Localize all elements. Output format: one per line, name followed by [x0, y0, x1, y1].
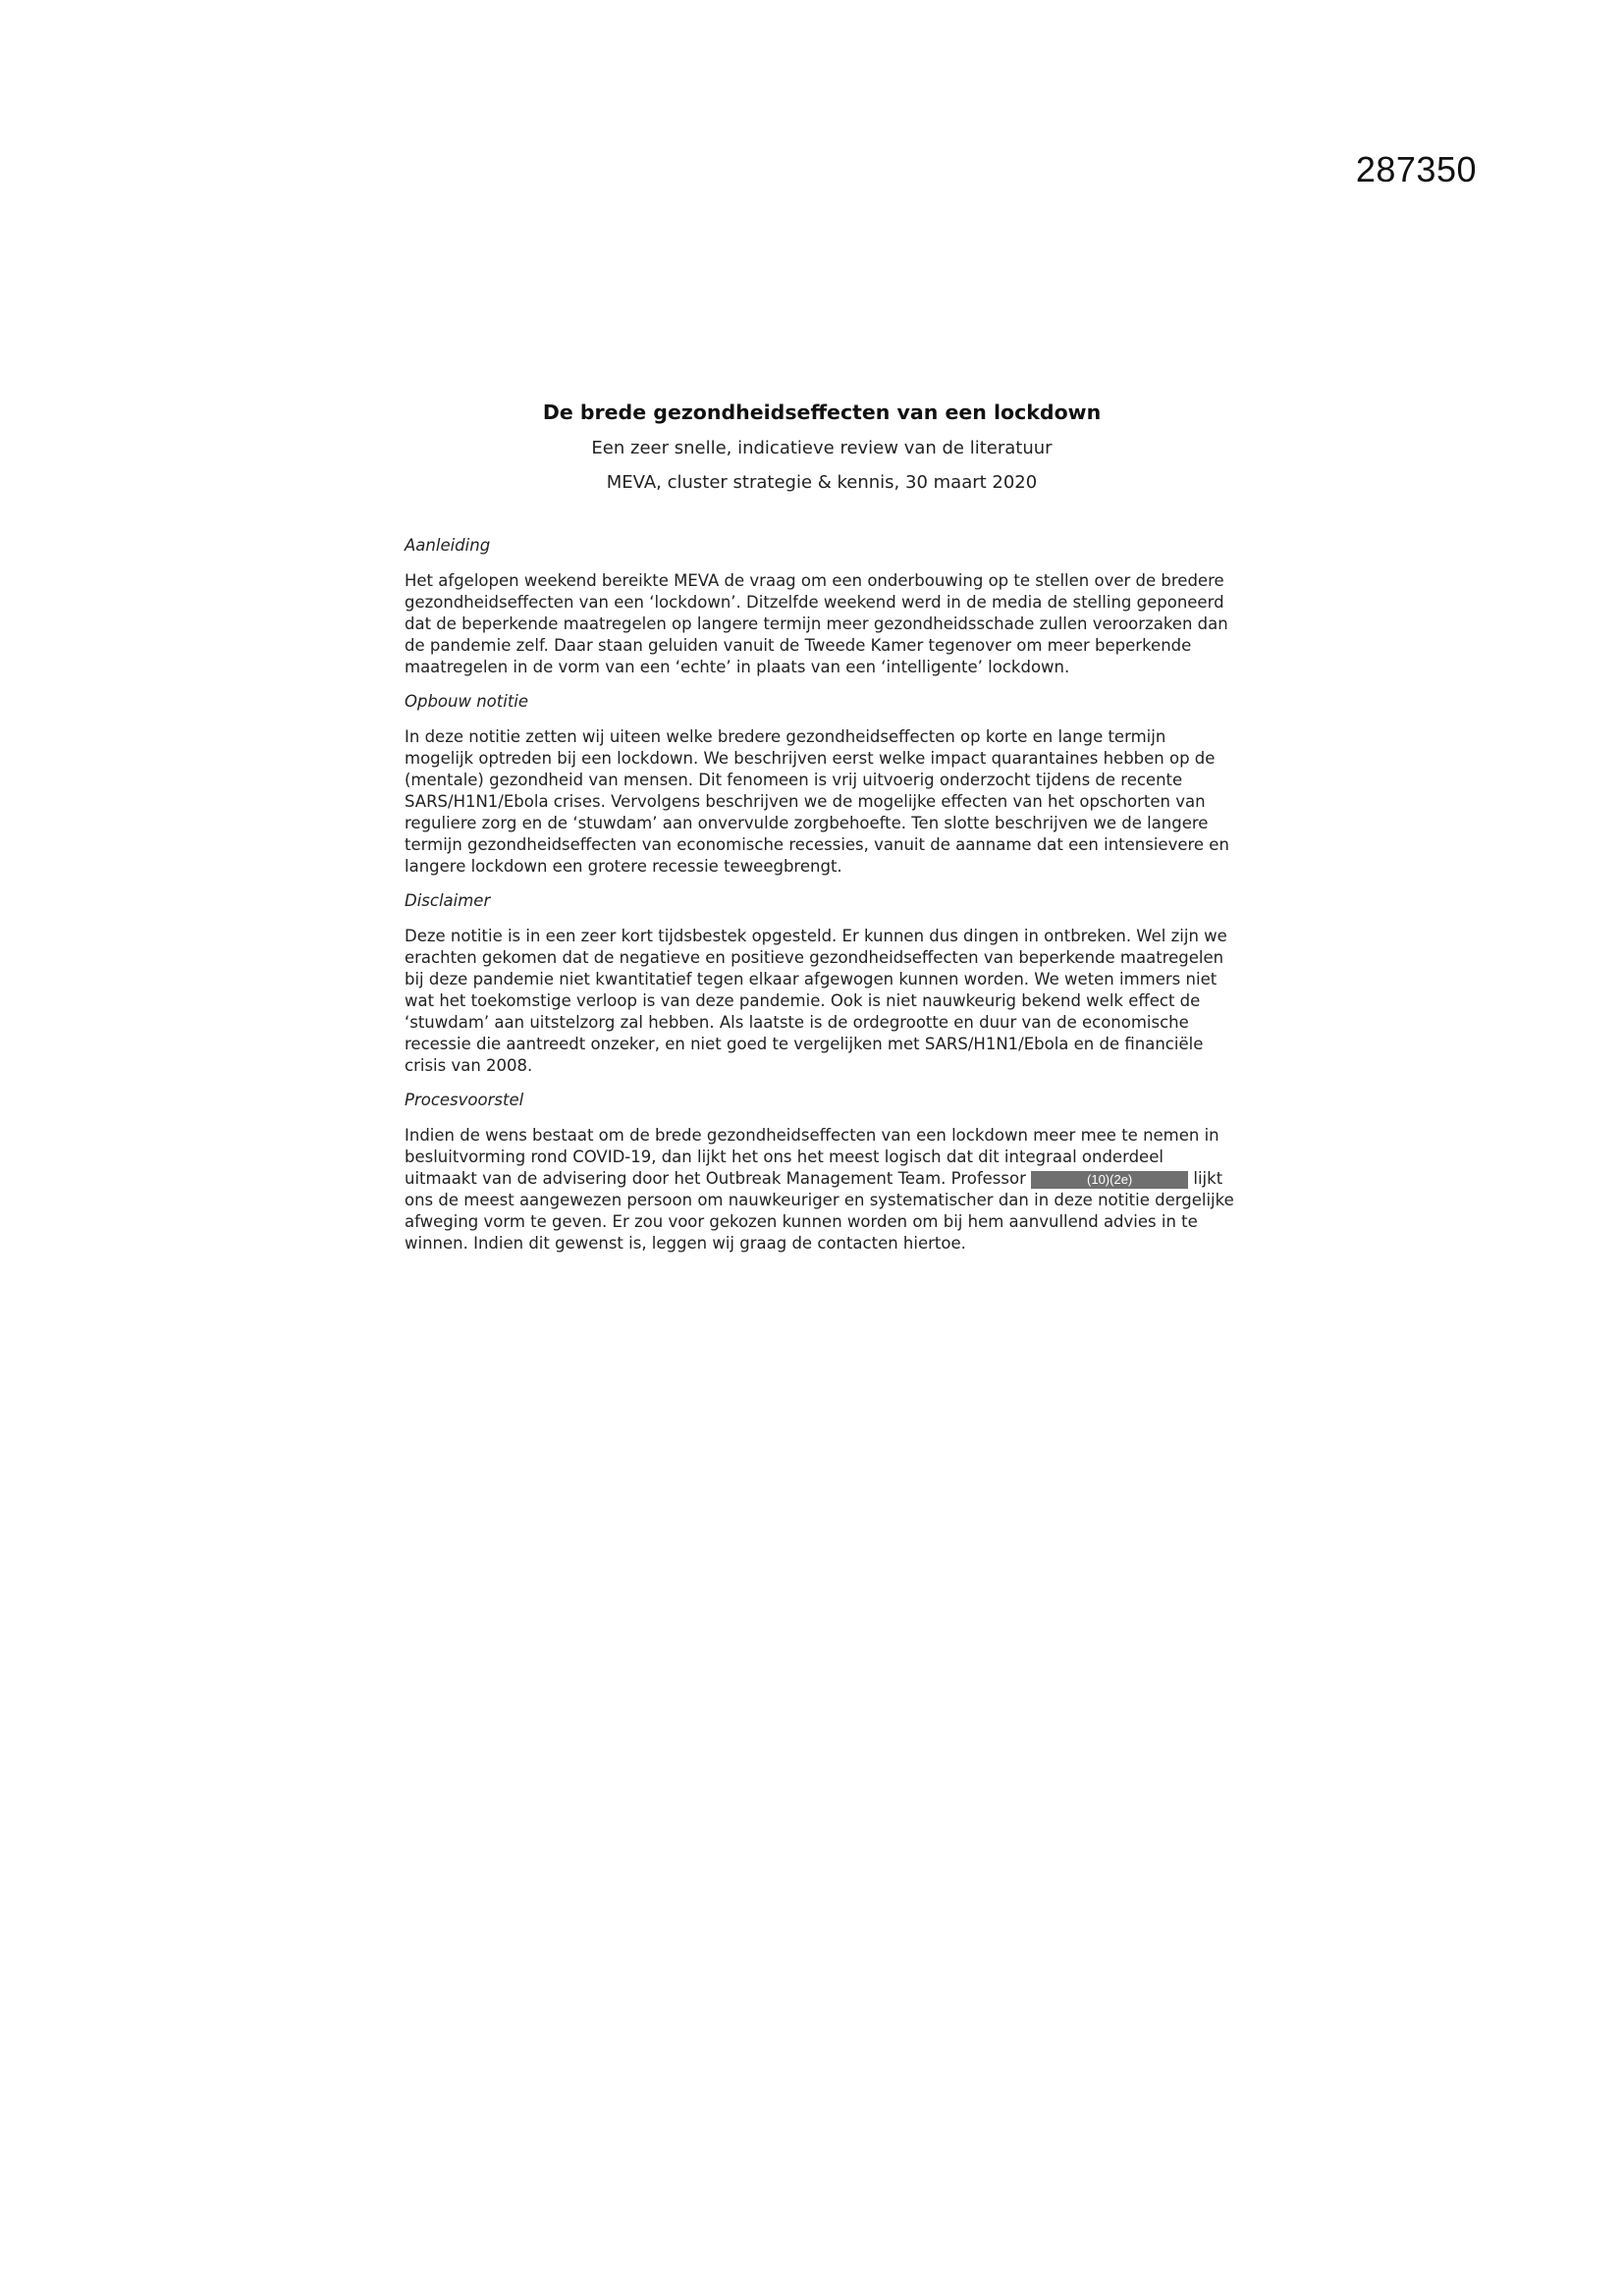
section-body: Het afgelopen weekend bereikte MEVA de vraag om een onderbouwing op te stellen over de bredere gezondheidseffecten van een ‘lockdown’. Ditzelfde weekend werd in de media de stelling geponeerd dat de beperkende maatregelen op langere termijn meer gezondheidsschade zullen veroorzaken dan de pandemie zelf. Daar staan geluiden vanuit de Tweede Kamer tegenover om meer beperkende maatregelen in de vorm van een ‘echte’ in plaats van een ‘intelligente’ lockdown. [405, 571, 1228, 676]
section-heading: Opbouw notitie [405, 692, 529, 711]
document-number: 287350 [1355, 149, 1477, 189]
section-body: Deze notitie is in een zeer kort tijdsbestek opgesteld. Er kunnen dus dingen in ontbreken. Wel zijn we erachten gekomen dat de negatieve en positieve gezondheidseffecten van beperkende maatregelen bij deze pandemie niet kwantitatief tegen elkaar afgewogen kunnen worden. We weten immers niet wat het toekomstige verloop is van deze pandemie. Ook is niet nauwkeurig bekend welk effect de ‘stuwdam’ aan uitstelzorg zal hebben. Als laatste is de ordegrootte en duur van de economische recessie die aantreedt onzeker, en niet goed te vergelijken met SARS/H1N1/Ebola en de financiële crisis van 2008. [405, 927, 1227, 1075]
section-disclaimer [405, 891, 1239, 1077]
body-text-before-redaction: Indien de wens bestaat om de brede gezondheidseffecten van een lockdown meer mee te nemen in besluitvorming rond COVID-19, dan lijkt het ons het meest logisch dat dit integraal onderdeel uitmaakt van de advisering door het Outbreak Management Team. Professor [405, 1126, 1219, 1188]
section-heading: Aanleiding [405, 536, 491, 555]
document-content [405, 400, 1239, 1268]
section-opbouw-notitie [405, 692, 1239, 878]
document-subtitle: Een zeer snelle, indicatieve review van de literatuur [591, 438, 1053, 458]
section-body: In deze notitie zetten wij uiteen welke bredere gezondheidseffecten op korte en lange termijn mogelijk optreden bij een lockdown. We beschrijven eerst welke impact quarantaines hebben op de (mentale) gezondheid van mensen. Dit fenomeen is vrij uitvoerig onderzocht tijdens de recente SARS/H1N1/Ebola crises. Vervolgens beschrijven we de mogelijke effecten van het opschorten van reguliere zorg en de ‘stuwdam’ aan onvervulde zorgbehoefte. Ten slotte beschrijven we de langere termijn gezondheidseffecten van economische recessies, vanuit de aanname dat een intensievere en langere lockdown een grotere recessie teweegbrengt. [405, 727, 1229, 876]
document-org-date: MEVA, cluster strategie & kennis, 30 maart 2020 [606, 472, 1038, 493]
section-heading: Disclaimer [405, 891, 491, 910]
section-body [405, 1125, 1239, 1255]
section-heading: Procesvoorstel [405, 1091, 524, 1109]
section-procesvoorstel [405, 1091, 1239, 1255]
body-text-after-redaction: lijkt ons de meest aangewezen persoon om nauwkeuriger en systematischer dan in deze notitie dergelijke afweging vorm te geven. Er zou voor gekozen kunnen worden om bij hem aanvullend advies in te winnen. Indien dit gewenst is, leggen wij graag de contacten hiertoe. [405, 1169, 1234, 1253]
document-title: De brede gezondheidseffecten van een lockdown [542, 400, 1102, 424]
redaction-block: (10)(2e) [1031, 1171, 1188, 1189]
section-aanleiding [405, 536, 1239, 678]
